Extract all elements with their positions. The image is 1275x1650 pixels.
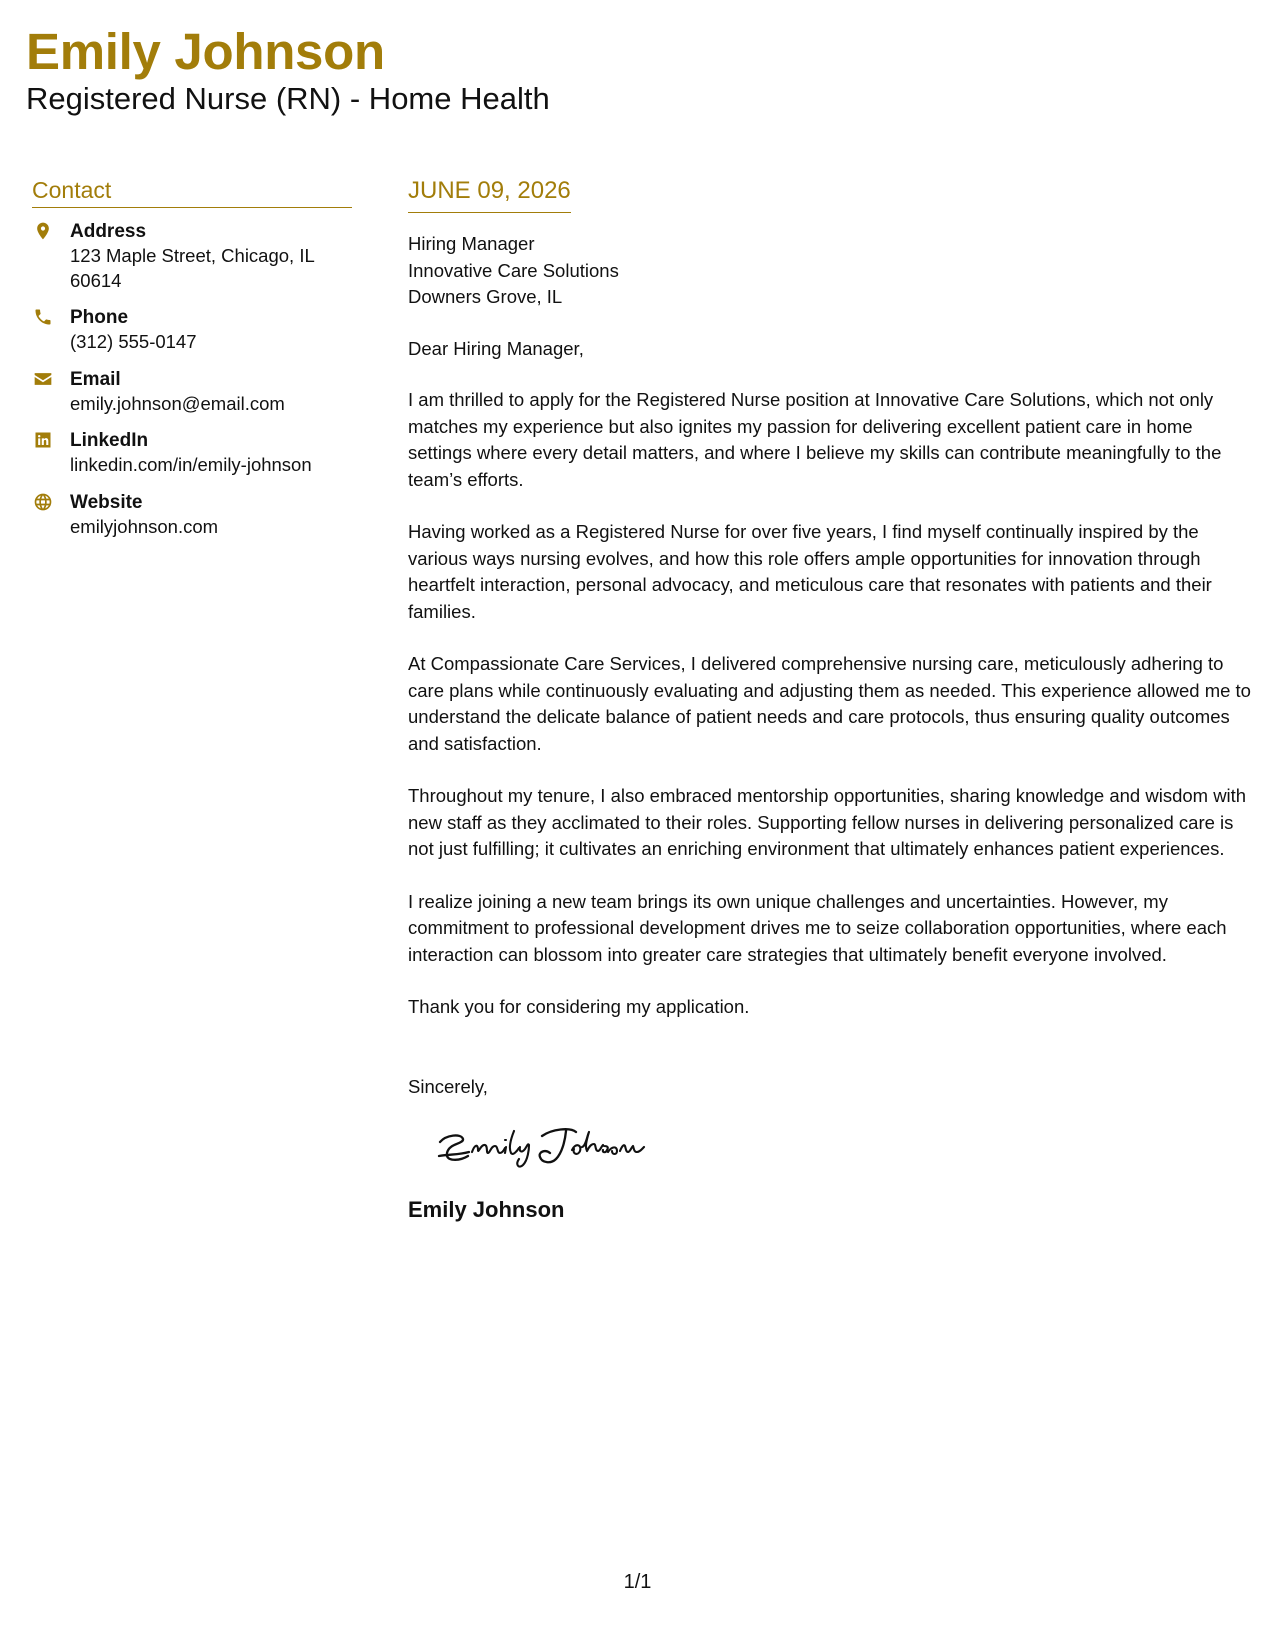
contact-value: (312) 555-0147: [70, 331, 197, 352]
letter-paragraph: Thank you for considering my application.: [408, 996, 750, 1017]
contact-label: Website: [70, 491, 143, 513]
location-pin-icon: [32, 221, 54, 243]
header: [26, 22, 550, 118]
recipient-line: Innovative Care Solutions: [408, 259, 619, 281]
letter-body: [408, 176, 1258, 1224]
signer-name: Emily Johnson: [408, 1197, 565, 1222]
job-title: Registered Nurse (RN) - Home Health: [26, 81, 550, 116]
signature-image: [424, 1114, 664, 1184]
envelope-icon: [32, 369, 54, 391]
recipient-block: [408, 231, 1258, 311]
contact-value: 123 Maple Street, Chicago, IL: [70, 245, 315, 266]
contact-sidebar: [32, 176, 352, 552]
letter-paragraph: I realize joining a new team brings its own unique challenges and uncertainties. However, my commitment to professional development drives me to seize collaboration opportunities, where each interaction can blossom into greater care strategies that ultimately benefit everyone involved.: [408, 890, 1227, 965]
contact-item-address: [32, 220, 352, 293]
contact-heading: Contact: [32, 176, 352, 208]
contact-value: 60614: [70, 269, 122, 291]
letter-paragraph: Having worked as a Registered Nurse for over five years, I find myself continually inspired by the various ways nursing evolves, and how this role offers ample opportunities for innovation through heartfelt interaction, personal advocacy, and meticulous care that resonates with patients and their families.: [408, 521, 1212, 622]
closing: Sincerely,: [408, 1075, 488, 1097]
letter-date: JUNE 09, 2026: [408, 176, 571, 213]
contact-label: Phone: [70, 307, 129, 328]
contact-value: emilyjohnson.com: [70, 515, 219, 537]
salutation: Dear Hiring Manager,: [408, 337, 584, 359]
contact-value: emily.johnson@email.com: [70, 392, 285, 414]
letter-paragraph: At Compassionate Care Services, I delivered comprehensive nursing care, meticulously adhering to care plans while continuously evaluating and adjusting them as needed. This experience allowed me to understand the delicate balance of patient needs and care protocols, thus ensuring quality outcomes and satisfaction.: [408, 653, 1251, 754]
candidate-name: Emily Johnson: [26, 23, 385, 80]
contact-item-email: [32, 368, 352, 417]
contact-value: linkedin.com/in/emily-johnson: [70, 454, 312, 475]
contact-item-phone: [32, 306, 352, 355]
page-number: 1/1: [623, 1571, 652, 1593]
contact-item-linkedin: [32, 429, 352, 478]
recipient-line: Downers Grove, IL: [408, 286, 563, 307]
contact-label: Address: [70, 221, 147, 242]
contact-label: Email: [70, 368, 121, 390]
contact-item-website: [32, 491, 352, 540]
phone-icon: [32, 307, 54, 329]
recipient-line: Hiring Manager: [408, 233, 535, 254]
letter-paragraph: Throughout my tenure, I also embraced mentorship opportunities, sharing knowledge and wisdom with new staff as they acclimated to their roles. Supporting fellow nurses in delivering personalized care is not just fulfilling; it cultivates an enriching environment that ultimately enhances patient experiences.: [408, 785, 1247, 859]
globe-icon: [32, 492, 54, 514]
contact-label: LinkedIn: [70, 430, 149, 451]
letter-paragraph: I am thrilled to apply for the Registered Nurse position at Innovative Care Solutions, which not only matches my experience but also ignites my passion for delivering excellent patient care in home settings where every detail matters, and where I believe my skills can contribute meaningfully to the team’s efforts.: [408, 389, 1222, 490]
linkedin-icon: [32, 430, 54, 452]
